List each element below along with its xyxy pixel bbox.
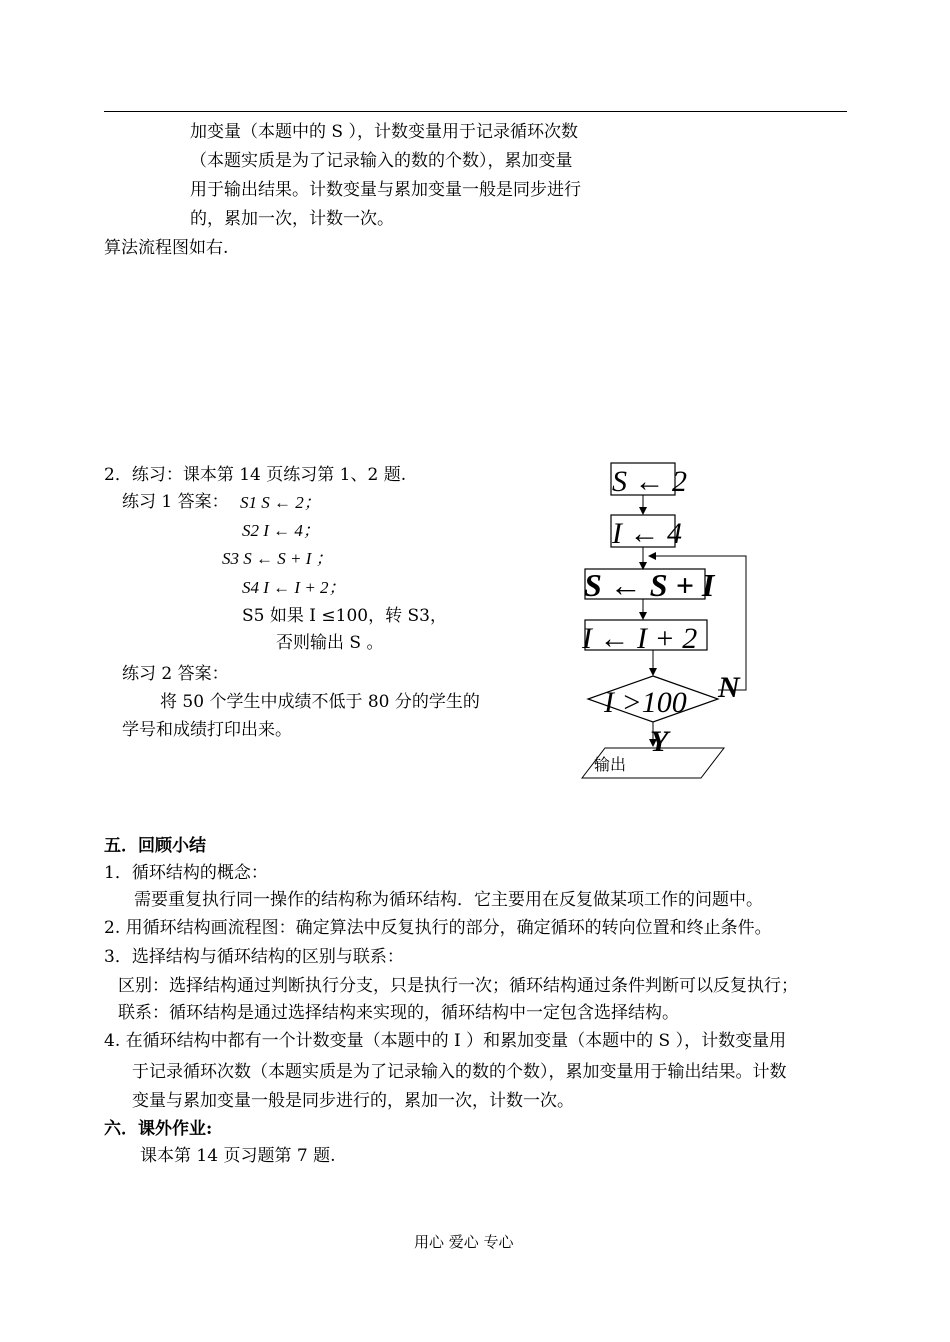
flow-box-increment-text: I ← I + 2 — [582, 622, 698, 655]
step-1: S1 S ← 2； — [240, 493, 321, 512]
flow-box-init-s-text: S ← 2 — [612, 465, 687, 498]
flowchart-note: 算法流程图如右. — [104, 238, 229, 258]
summary-item-3-difference: 区别：选择结构通过判断执行分支，只是执行一次；循环结构通过条件判断可以反复执行； — [118, 976, 798, 996]
answer-2-label: 练习 2 答案： — [122, 664, 229, 684]
intro-line-4: 的，累加一次，计数一次。 — [190, 209, 394, 229]
flow-yes-label: Y — [650, 725, 669, 758]
intro-line-2: （本题实质是为了记录输入的数的个数），累加变量 — [190, 151, 573, 171]
flow-output-text: 输出 — [594, 755, 627, 774]
homework-heading: 六．课外作业: — [104, 1119, 213, 1139]
summary-item-2: 2. 用循环结构画流程图：确定算法中反复执行的部分，确定循环的转向位置和终止条件。 — [104, 918, 772, 938]
flow-decision-text: I >100 — [604, 686, 687, 719]
page-footer: 用心 爱心 专心 — [414, 1233, 514, 1251]
step-5: S5 如果 I ≤100，转 S3， — [242, 606, 447, 626]
summary-heading: 五．回顾小结 — [104, 836, 206, 856]
summary-item-1-body: 需要重复执行同一操作的结构称为循环结构．它主要用在反复做某项工作的问题中。 — [134, 890, 763, 910]
practice-heading: 2．练习：课本第 14 页练习第 1、2 题. — [104, 465, 407, 485]
step-5-cont: 否则输出 S 。 — [276, 633, 384, 653]
step-4: S4 I ← I + 2； — [242, 578, 346, 597]
step-3: S3 S ← S + I ； — [222, 549, 333, 568]
step-2: S2 I ← 4； — [242, 521, 320, 540]
flow-no-label: N — [718, 671, 740, 704]
summary-item-1: 1．循环结构的概念： — [104, 863, 268, 883]
answer-1-label: 练习 1 答案： — [122, 492, 229, 512]
flow-box-init-i-text: I ← 4 — [612, 517, 682, 550]
summary-item-4-line-3: 变量与累加变量一般是同步进行的，累加一次，计数一次。 — [132, 1091, 574, 1111]
header-rule — [104, 111, 847, 112]
summary-item-3: 3．选择结构与循环结构的区别与联系： — [104, 947, 404, 967]
summary-item-4-line-2: 于记录循环次数（本题实质是为了记录输入的数的个数），累加变量用于输出结果。计数 — [132, 1062, 787, 1082]
answer-2-line-2: 学号和成绩打印出来。 — [122, 720, 292, 740]
flow-box-accumulate-text: S ← S + I — [584, 567, 715, 603]
answer-2-line-1: 将 50 个学生中成绩不低于 80 分的学生的 — [160, 692, 480, 712]
summary-item-4-line-1: 4. 在循环结构中都有一个计数变量（本题中的 I ）和累加变量（本题中的 S ），计数变量用 — [104, 1031, 787, 1051]
intro-line-3: 用于输出结果。计数变量与累加变量一般是同步进行 — [190, 180, 581, 200]
homework-body: 课本第 14 页习题第 7 题. — [140, 1146, 336, 1166]
flowchart — [560, 455, 820, 790]
summary-item-3-relation: 联系：循环结构是通过选择结构来实现的，循环结构中一定包含选择结构。 — [118, 1003, 679, 1023]
intro-line-1: 加变量（本题中的 S ），计数变量用于记录循环次数 — [190, 122, 578, 142]
